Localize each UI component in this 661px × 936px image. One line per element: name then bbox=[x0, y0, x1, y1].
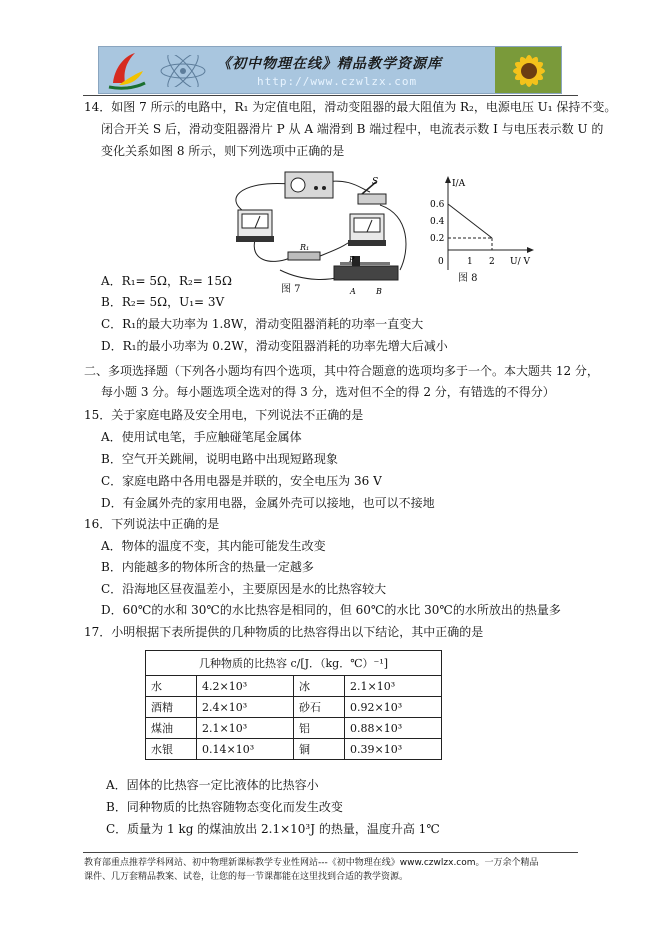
label-p: P bbox=[349, 255, 355, 264]
header-banner bbox=[98, 46, 562, 94]
q16-option-c: C．沿海地区昼夜温差小，主要原因是水的比热容较大 bbox=[101, 582, 387, 596]
label-b: B bbox=[376, 287, 382, 296]
q15-stem: 15．关于家庭电路及安全用电，下列说法不正确的是 bbox=[84, 408, 364, 422]
q16-option-a: A．物体的温度不变，其内能可能发生改变 bbox=[101, 539, 326, 553]
graph-xlabel: U/ V bbox=[510, 257, 530, 267]
voltmeter-icon bbox=[236, 210, 274, 242]
q17-option-b: B．同种物质的比热容随物态变化而发生改变 bbox=[106, 800, 343, 814]
graph-ytick-0-4: 0.4 bbox=[430, 217, 445, 227]
graph-xtick-1: 1 bbox=[467, 257, 473, 267]
graph-ylabel: I/A bbox=[452, 179, 466, 189]
graph-xtick-2: 2 bbox=[489, 257, 495, 267]
q14-stem-line-2: 闭合开关 S 后，滑动变阻器滑片 P 从 A 端滑到 B 端过程中，电流表示数 I 与电压表示数 U 的 bbox=[101, 122, 604, 136]
power-supply-icon bbox=[285, 172, 333, 198]
q15-option-b: B．空气开关跳闸，说明电路中出现短路现象 bbox=[101, 452, 338, 466]
q16-stem: 16．下列说法中正确的是 bbox=[84, 517, 220, 531]
table-cell: 0.14×10³ bbox=[197, 739, 294, 760]
graph-origin: 0 bbox=[438, 257, 444, 267]
table-cell: 砂石 bbox=[294, 697, 345, 718]
q16-option-d: D．60℃的水和 30℃的水比热容是相同的，但 60℃的水比 30℃的水所放出的热量多 bbox=[101, 603, 561, 617]
q14-option-d: D．R₁的最小功率为 0.2W，滑动变阻器消耗的功率先增大后减小 bbox=[101, 339, 448, 353]
table-cell: 2.1×10³ bbox=[345, 676, 442, 697]
banner-title: 《初中物理在线》精品教学资源库 bbox=[217, 56, 442, 72]
table-cell: 煤油 bbox=[146, 718, 197, 739]
q14-option-b: B．R₂= 5Ω，U₁= 3V bbox=[101, 295, 225, 309]
q17-option-c: C．质量为 1 kg 的煤油放出 2.1×10³J 的热量，温度升高 1℃ bbox=[106, 822, 440, 836]
fig7-caption: 图 7 bbox=[281, 284, 301, 295]
table-row bbox=[146, 697, 442, 718]
q14-option-a: A．R₁= 5Ω，R₂= 15Ω bbox=[101, 274, 232, 288]
table-cell: 4.2×10³ bbox=[197, 676, 294, 697]
q15-option-c: C．家庭电路中各用电器是并联的，安全电压为 36 V bbox=[101, 474, 382, 488]
q16-option-b: B．内能越多的物体所含的热量一定越多 bbox=[101, 560, 314, 574]
table-cell: 0.88×10³ bbox=[345, 718, 442, 739]
table-row bbox=[146, 676, 442, 697]
label-a: A bbox=[350, 287, 356, 296]
table-header: 几种物质的比热容 c/[J．（kg．℃）⁻¹] bbox=[146, 651, 442, 676]
footer-line-2: 课件、几万套精品教案、试卷，让您的每一节课都能在这里找到合适的教学资源。 bbox=[84, 872, 409, 882]
table-cell: 水 bbox=[146, 676, 197, 697]
table-cell: 2.1×10³ bbox=[197, 718, 294, 739]
rheostat-icon bbox=[334, 256, 398, 280]
specific-heat-table bbox=[145, 650, 442, 760]
q15-option-a: A．使用试电笔，手应触碰笔尾金属体 bbox=[101, 430, 302, 444]
table-cell: 0.39×10³ bbox=[345, 739, 442, 760]
graph-ytick-0-2: 0.2 bbox=[430, 234, 445, 244]
table-header-row bbox=[146, 651, 442, 676]
section2-line-1: 二、多项选择题（下列各小题均有四个选项，其中符合题意的选项均多于一个。本大题共 12 分， bbox=[84, 364, 599, 378]
ammeter-icon bbox=[348, 214, 386, 246]
footer-line-1: 教育部重点推荐学科网站、初中物理新课标教学专业性网站---《初中物理在线》www.czwlzx.com。一万余个精品 bbox=[84, 858, 539, 868]
fig8-caption: 图 8 bbox=[458, 273, 478, 284]
table-cell: 铜 bbox=[294, 739, 345, 760]
section2-line-2: 每小题 3 分。每小题选项全选对的得 3 分，选对但不全的得 2 分，有错选的不得分） bbox=[101, 385, 555, 399]
iu-graph bbox=[430, 170, 540, 290]
circuit-figure bbox=[210, 170, 430, 298]
table-cell: 2.4×10³ bbox=[197, 697, 294, 718]
q14-stem-line-3: 变化关系如图 8 所示，则下列选项中正确的是 bbox=[101, 144, 345, 158]
q17-option-a: A．固体的比热容一定比液体的比热容小 bbox=[106, 778, 319, 792]
label-r1: R₁ bbox=[300, 243, 310, 252]
header-rule bbox=[83, 95, 578, 96]
q17-stem: 17．小明根据下表所提供的几种物质的比热容得出以下结论，其中正确的是 bbox=[84, 625, 484, 639]
table-row bbox=[146, 718, 442, 739]
label-s: S bbox=[372, 177, 379, 187]
logo-icon bbox=[105, 49, 147, 91]
q15-option-d: D．有金属外壳的家用电器，金属外壳可以接地，也可以不接地 bbox=[101, 496, 435, 510]
atom-icon bbox=[159, 55, 207, 87]
table-cell: 冰 bbox=[294, 676, 345, 697]
banner-url[interactable]: http://www.czwlzx.com bbox=[257, 75, 418, 88]
graph-ytick-0-6: 0.6 bbox=[430, 200, 445, 210]
q14-option-c: C．R₁的最大功率为 1.8W，滑动变阻器消耗的功率一直变大 bbox=[101, 317, 424, 331]
resistor-icon bbox=[288, 252, 320, 260]
table-cell: 酒精 bbox=[146, 697, 197, 718]
q14-stem-line-1: 14．如图 7 所示的电路中，R₁ 为定值电阻，滑动变阻器的最大阻值为 R₂，电源电压 U₁ 保持不变。 bbox=[84, 100, 617, 114]
table-cell: 0.92×10³ bbox=[345, 697, 442, 718]
table-cell: 铝 bbox=[294, 718, 345, 739]
table-cell: 水银 bbox=[146, 739, 197, 760]
table-row bbox=[146, 739, 442, 760]
sunflower-icon bbox=[495, 47, 561, 93]
footer-rule bbox=[83, 852, 578, 853]
